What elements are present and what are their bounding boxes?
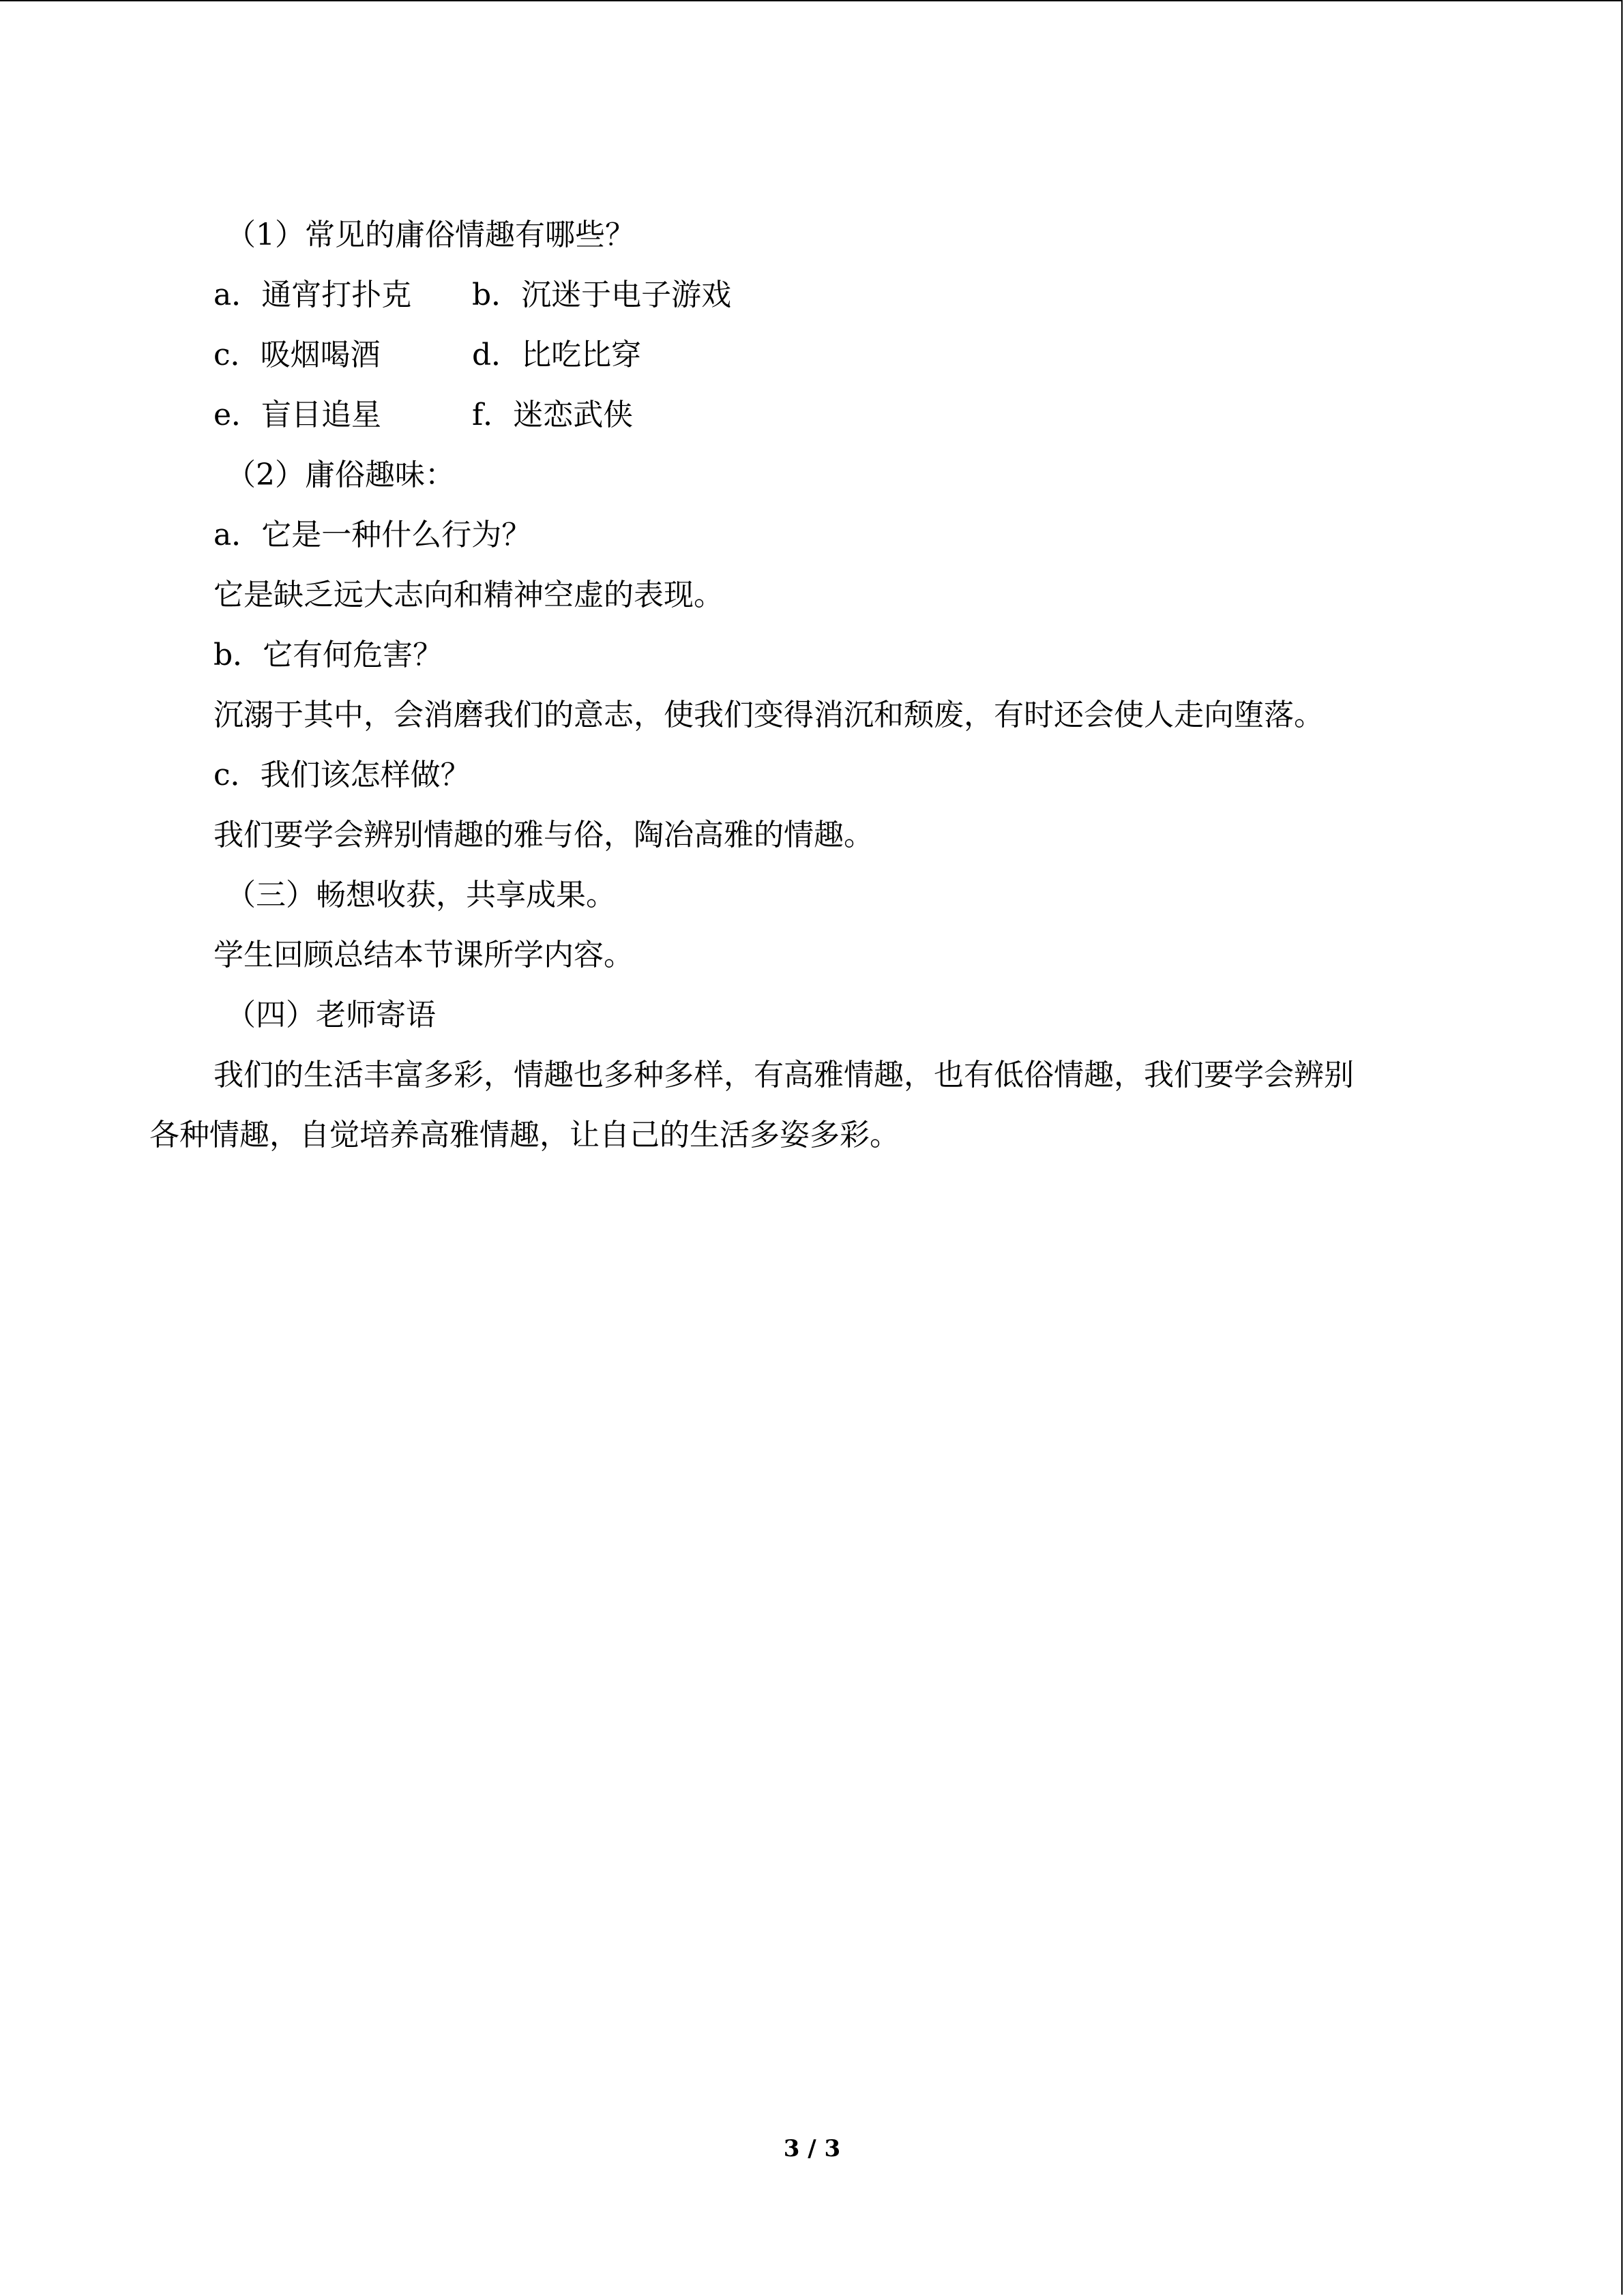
- answer-b: 沉溺于其中，会消磨我们的意志，使我们变得消沉和颓废，有时还会使人走向堕落。: [213, 698, 1324, 732]
- section-4-heading: （四）老师寄语: [226, 998, 436, 1032]
- sub-question-c: c．我们该怎样做？: [213, 758, 471, 792]
- sub-question-b: b．它有何危害？: [213, 638, 443, 672]
- closing-paragraph-line-2: 各种情趣，自觉培养高雅情趣，让自己的生活多姿多彩。: [149, 1118, 900, 1152]
- sub-question-a: a．它是一种什么行为？: [213, 518, 532, 552]
- option-a: a．通宵打扑克: [213, 278, 412, 312]
- option-f: f．迷恋武侠: [472, 398, 634, 432]
- answer-a: 它是缺乏远大志向和精神空虚的表现。: [213, 578, 724, 612]
- option-e: e．盲目追星: [213, 398, 382, 432]
- option-d: d．比吃比穿: [472, 338, 642, 372]
- option-b: b．沉迷于电子游戏: [472, 278, 732, 312]
- answer-c: 我们要学会辨别情趣的雅与俗，陶冶高雅的情趣。: [213, 818, 874, 852]
- question-2-heading: （2）庸俗趣味：: [226, 458, 455, 492]
- page-number: 3 / 3: [783, 2135, 841, 2162]
- section-3-body: 学生回顾总结本节课所学内容。: [213, 938, 634, 972]
- question-1-heading: （1）常见的庸俗情趣有哪些？: [226, 218, 635, 252]
- section-3-heading: （三）畅想收获，共享成果。: [226, 878, 616, 912]
- closing-paragraph-line-1: 我们的生活丰富多彩，情趣也多种多样，有高雅情趣，也有低俗情趣，我们要学会辨别: [213, 1058, 1354, 1092]
- option-c: c．吸烟喝酒: [213, 338, 381, 372]
